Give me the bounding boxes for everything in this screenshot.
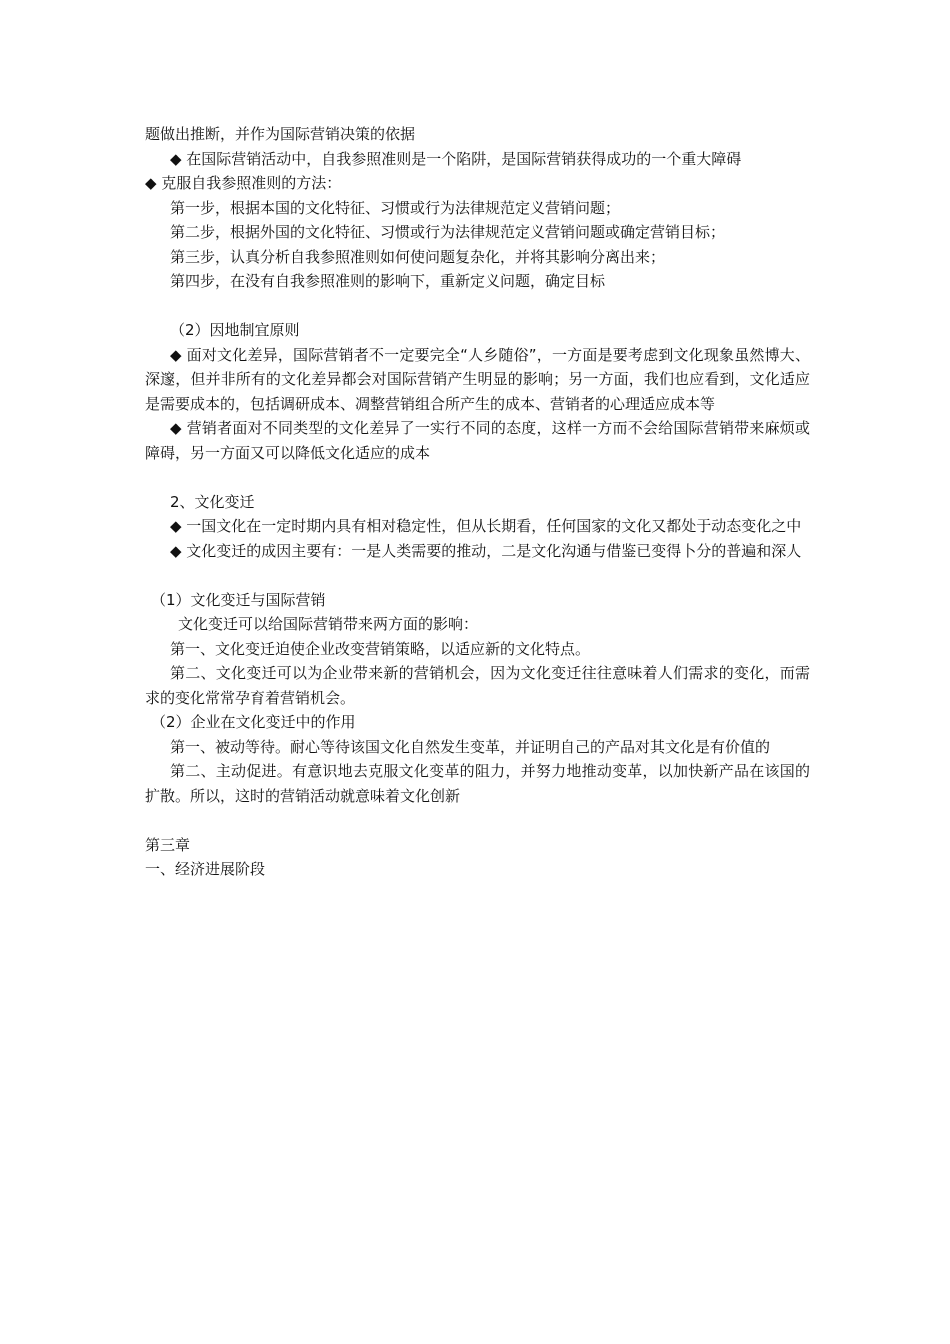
bullet-paragraph: ◆ 面对文化差异，国际营销者不一定要完全“人乡随俗”，一方面是要考虑到文化现象虽然博大、深邃，但并非所有的文化差异都会对国际营销产生明显的影响；另一方面，我们也应看到，文化适应是需要成本的，包括调研成本、凋整营销组合所产生的成本、营销者的心理适应成本等 [145,345,810,413]
blank-line [145,563,810,588]
step-paragraph: 第二步，根据外国的文化特征、习惯或行为法律规范定义营销问题或确定营销目标； [170,223,726,241]
body-paragraph: 第一、被动等待。耐心等待该国文化自然发生变革，并证明自己的产品对其文化是有价值的 [170,737,771,756]
bullet-paragraph: ◆ 在国际营销活动中，自我参照准则是一个陷阱，是国际营销获得成功的一个重大障碍 [170,149,742,168]
body-paragraph: 第二、主动促进。有意识地去克服文化变革的阻力，并努力地推动变革，以加快新产品在该国的扩散。所以，这时的营销活动就意味着文化创新 [145,762,810,805]
body-paragraph: 第二、文化变迁可以为企业带来新的营销机会，因为文化变迁往往意味着人们需求的变化，而需求的变化常常孕育着营销机会。 [145,664,810,707]
bullet-paragraph: ◆ 营销者面对不同类型的文化差异了一实行不同的态度，这样一方而不会给国际营销带来麻烦或障碍，另一方面又可以降低文化适应的成本 [145,419,810,462]
body-paragraph: 第一、文化变迁迫使企业改变营销策略，以适应新的文化特点。 [170,639,591,658]
blank-line [145,465,810,490]
step-paragraph: 第四步，在没有自我参照准则的影响下，重新定义问题，确定目标 [170,272,606,290]
chapter-heading: 第三章 [145,835,191,854]
paragraph-continuation: 题做出推断，并作为国际营销决策的依据 [145,125,416,143]
bullet-paragraph: ◆ 一国文化在一定时期内具有相对稳定性，但从长期看，任何国家的文化又都处于动态变化之中 [170,517,802,535]
bullet-paragraph: ◆ 克服自我参照准则的方法： [145,174,342,192]
section-heading: 一、经济进展阶段 [145,860,266,878]
blank-line [145,294,810,319]
step-paragraph: 第三步，认真分析自我参照准则如何使问题复杂化，并将其影响分离出来； [170,247,666,266]
section-heading: （2）企业在文化变迁中的作用 [151,713,356,731]
section-heading: （1）文化变迁与国际营销 [151,590,326,609]
step-paragraph: 第一步，根据本国的文化特征、习惯或行为法律规范定义营销问题； [170,198,621,217]
section-heading: （2）因地制宜原则 [170,321,300,339]
body-paragraph: 文化变迁可以给国际营销带来两方面的影响： [178,615,479,633]
section-heading: 2、文化变迁 [170,492,255,511]
blank-line [145,808,810,833]
bullet-paragraph: ◆ 文化变迁的成因主要有：一是人类需要的推动，二是文化沟通与借鉴已变得卜分的普遍和深人 [170,541,802,560]
document-page [145,122,810,882]
